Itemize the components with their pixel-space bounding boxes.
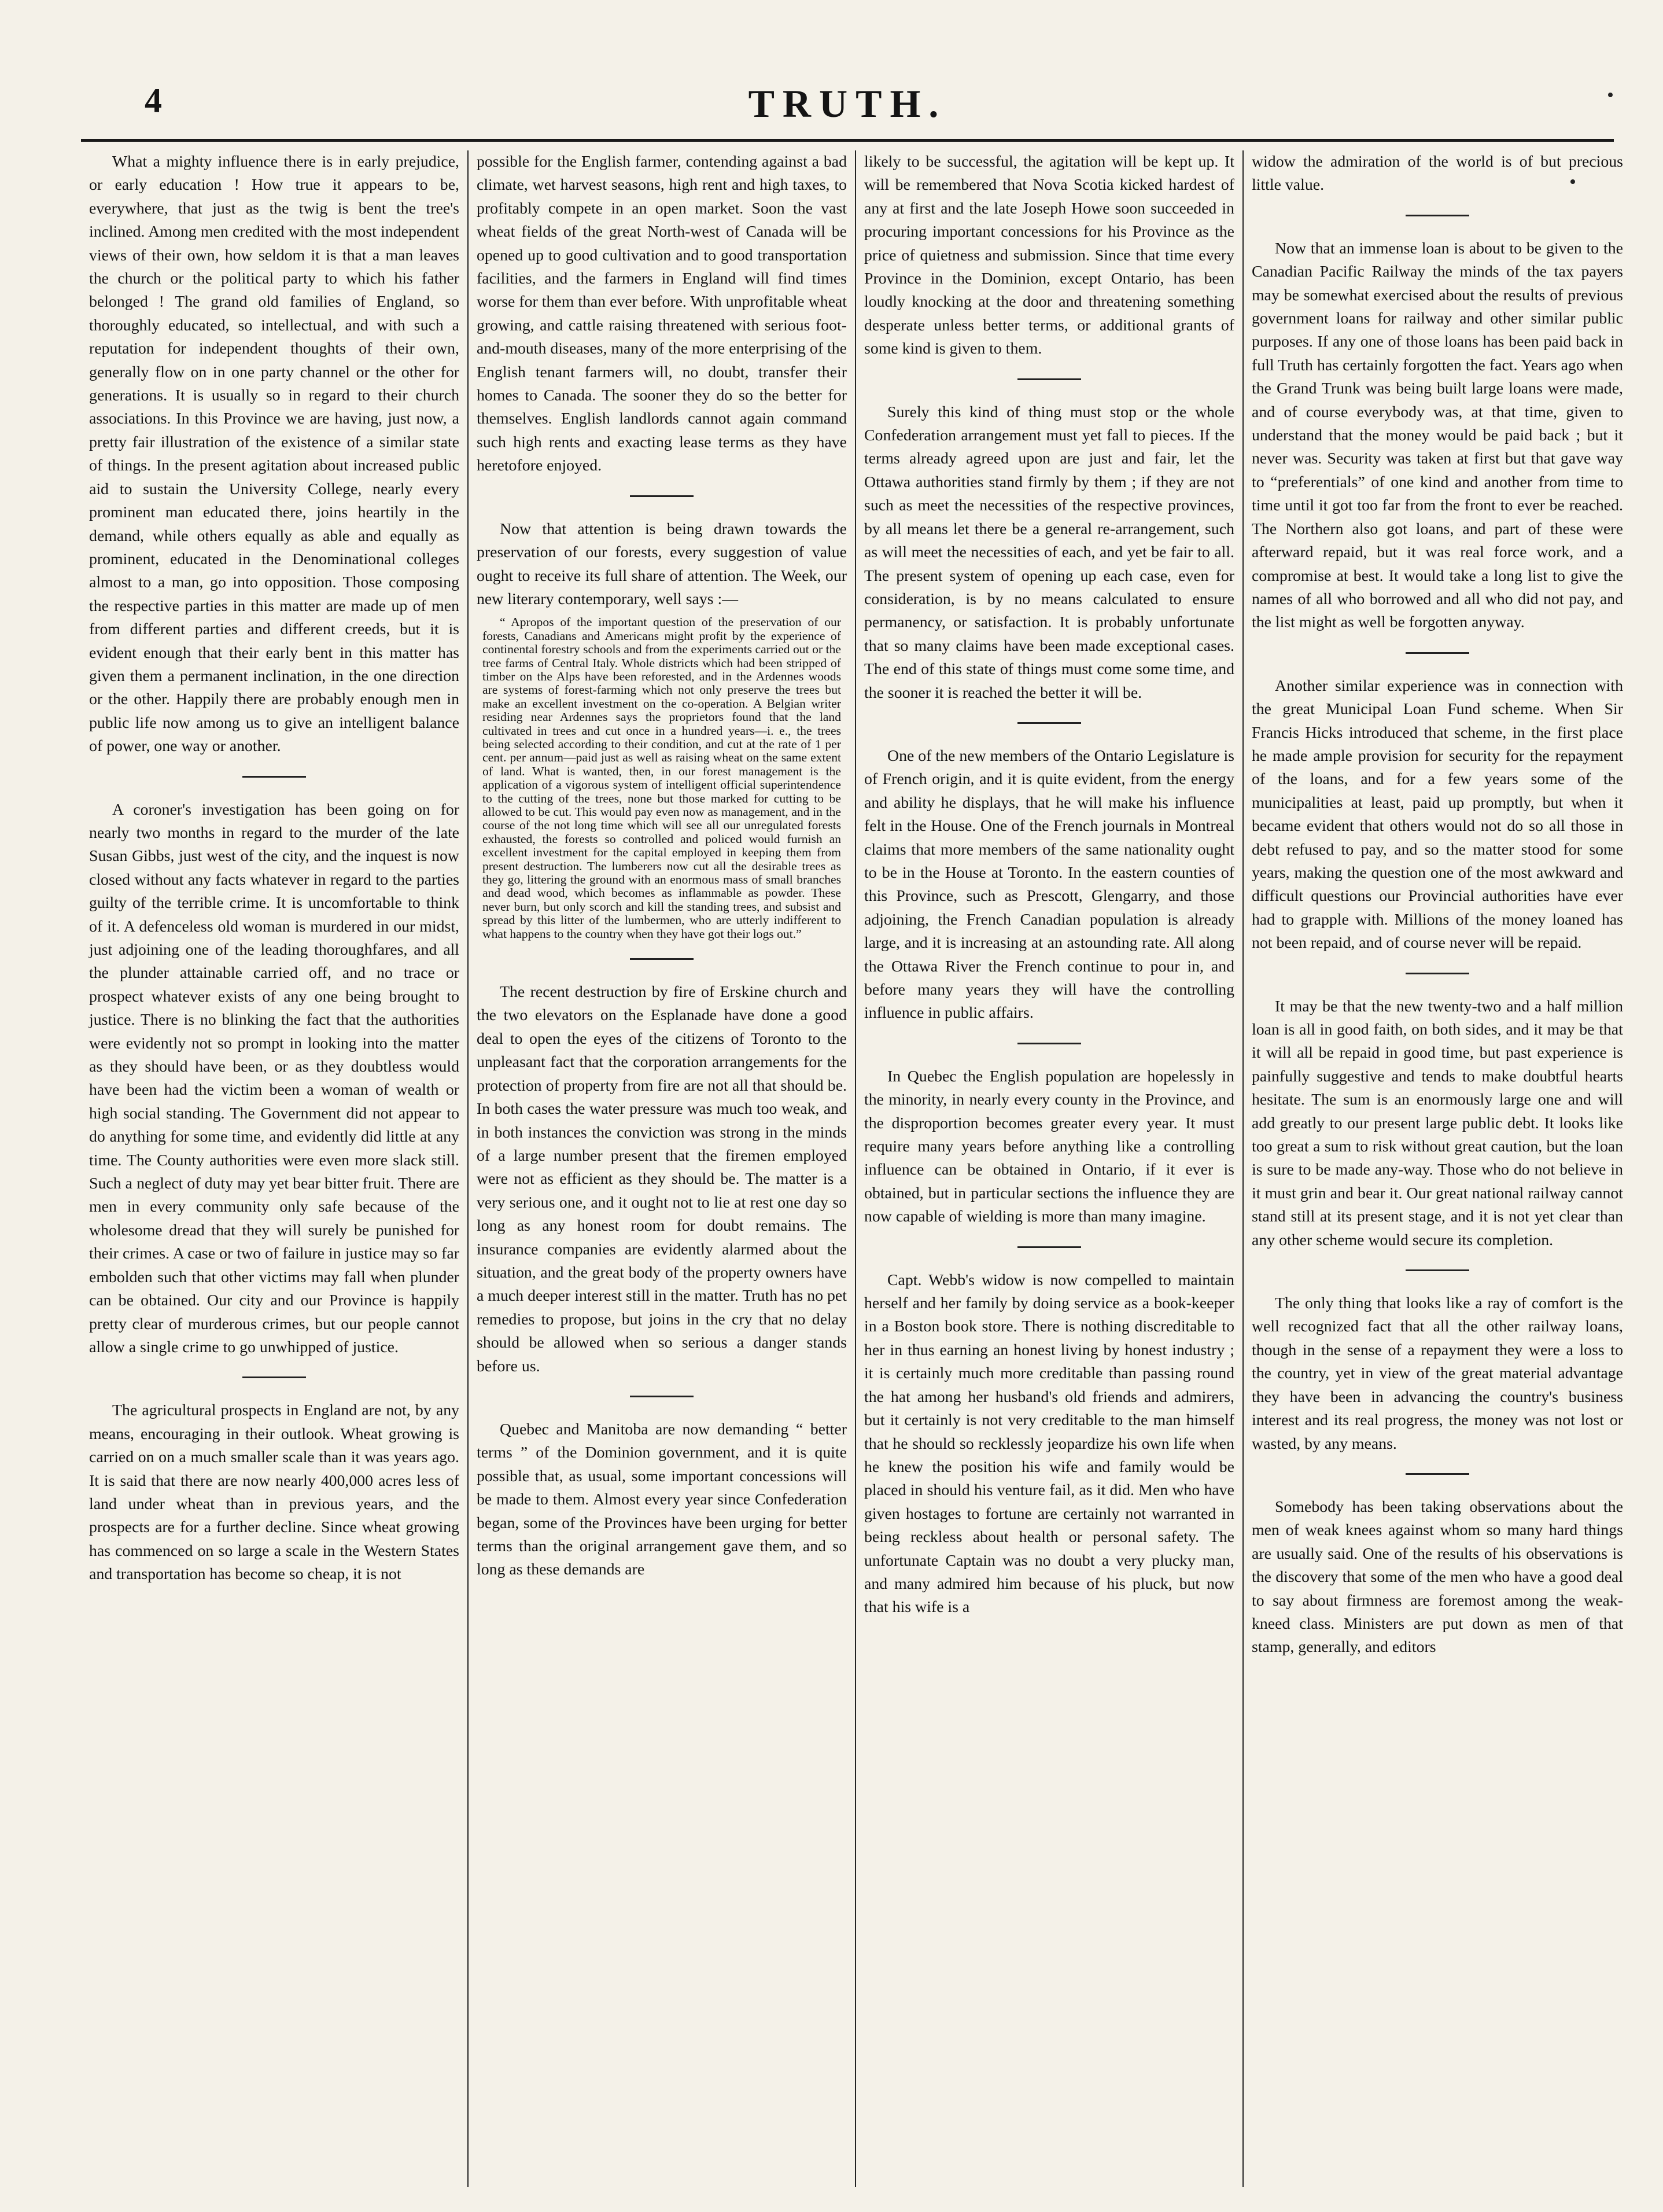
column-4: [1244, 150, 1631, 2187]
article-paragraph: Somebody has been taking observations about the men of weak knees against whom so many hard things are usually said. One of the results of his observations is the discovery that some of the men who have a good deal to say about firmness are foremost among the weak-kneed class. Ministers are put down as men of that stamp, generally, and editors: [1252, 1497, 1623, 1657]
article-paragraph: widow the admiration of the world is of but precious little value.: [1252, 153, 1623, 194]
section-divider: [1406, 652, 1469, 654]
page-header: [81, 81, 1614, 127]
text-columns: [81, 150, 1631, 2187]
section-divider: [1406, 973, 1469, 974]
column-3: [856, 150, 1244, 2187]
header-rule: [81, 139, 1614, 142]
article-paragraph: Surely this kind of thing must stop or the whole Confederation arrangement must yet fall to pieces. If the terms already agreed upon are just and fair, let the Ottawa authorities stand firmly by them ; if they are not such as meet the necessities of the respective provinces, by all means let there be a general re-arrangement, such as will meet the necessities of each, and yet be fair to all. The present system of opening up each case, even for consideration, is by no means calculated to ensure permanency, or satisfaction. It is probably unfortunate that so many claims have been made exceptional cases. The end of this state of things must come some time, and the sooner it is reached the better it will be.: [864, 403, 1234, 702]
block-quote: “ Apropos of the important question of the preservation of our forests, Canadians and Americans might profit by the experience of continental forestry schools and from the experiments carried out or the tree farms of Central Italy. Whole districts which had been stripped of timber on the Alps have been reforested, and in the Ardennes woods are systems of forest-farming which not only preserve the trees but make an excellent investment on the co-operation. A Belgian writer residing near Ardennes says the proprietors found that the land cultivated in trees and cut once in a hundred years—i. e., the trees being selected according to their condition, and cut at the rate of 1 per cent. per annum—paid just as well as raising wheat on the same extent of land. What is wanted, then, in our forest management is the application of a vigorous system of intelligent official superintendence to the cutting of the trees, none but those marked for cutting to be allowed to be cut. This would pay even now as management, and in the course of the not long time which will see all our unregulated forests exhausted, the forests so controlled and policed would furnish an excellent investment for the capital employed in keeping them from present destruction. The lumberers now cut all the desirable trees as they go, littering the ground with an enormous mass of small branches and dead wood, which becomes as inflammable as powder. These never burn, but only scorch and kill the standing trees, and subsist and spread by this litter of the lumbermen, who are utterly indifferent to what happens to the country when they have got their logs out.”: [482, 615, 841, 941]
article-paragraph: Capt. Webb's widow is now compelled to maintain herself and her family by doing service as a book-keeper in a Boston book store. There is nothing discreditable to her in thus earning an honest living by honest industry ; it is certainly much more creditable than passing round the hat among her husband's old friends and admirers, but it certainly is not very creditable to the man himself that he should so recklessly jeopardize his own life when he knew the position his wife and family would be placed in should his venture fail, as it did. Men who have given hostages to fortune are certainly not warranted in being reckless about health or personal safety. The unfortunate Captain was no doubt a very plucky man, and many admired him because of his pluck, but now that his wife is a: [864, 1271, 1234, 1617]
section-divider: [630, 958, 694, 960]
page-number: 4: [145, 82, 162, 120]
section-divider: [242, 1376, 306, 1378]
column-1: [81, 150, 469, 2187]
section-divider: [1017, 722, 1081, 724]
print-speck: [1608, 93, 1613, 97]
article-paragraph: Now that an immense loan is about to be given to the Canadian Pacific Railway the minds of the tax payers may be somewhat exercised about the results of previous government loans for railway and other similar public purposes. If any one of those loans has been paid back in full Truth has certainly forgotten the fact. Years ago when the Grand Trunk was being built large loans were made, and of course everybody was, at that time, given to understand that the money would be paid back ; but it never was. Security was taken at first but that gave way to “preferentials” of one kind and another from time to time until it got too far from the front to ever be reached. The Northern also got loans, and part of these were afterward repaid, but it was real force work, and a compromise at best. It would take a long list to give the names of all who borrowed and all who did not pay, and the list might as well be forgotten anyway.: [1252, 239, 1623, 632]
article-paragraph: The recent destruction by fire of Erskine church and the two elevators on the Esplanade have done a good deal to open the eyes of the citizens of Toronto to the unpleasant fact that the corporation arrangements for the protection of property from fire are not all that should be. In both cases the water pressure was much too weak, and in both instances the conviction was strong in the minds of a large number present that the firemen employed were not as efficient as they should be. The matter is a very serious one, and it ought not to lie at rest one day so long as any honest room for doubt remains. The insurance companies are evidently alarmed about the situation, and the great body of the property owners have a much deeper interest still in the matter. Truth has no pet remedies to propose, but joins in the cry that no delay should be allowed when so serious a danger stands before us.: [477, 983, 847, 1375]
article-paragraph: What a mighty influence there is in early prejudice, or early education ! How true it appears to be, everywhere, that just as the twig is bent the tree's inclined. Among men credited with the most independent views of their own, how seldom it is that a man leaves the church or the political party to which his father belonged ! The grand old families of England, so thoroughly educated, so intellectual, and with such a reputation for independent thoughts of their own, generally flow on in one party channel or the other for generations. It is usually so in regard to their church associations. In this Province we are having, just now, a pretty fair illustration of the existence of a similar state of things. In the present agitation about increased public aid to sustain the University College, nearly every prominent man educated there, joins heartily in the demand, while others equally as able and equally as prominent, educated in the Denominational colleges almost to a man, go into opposition. Those composing the respective parties in this matter are made up of men from different parties and different creeds, but it is evident enough that their early bent in this matter has given them a permanent inclination, in the one direction or the other. Happily there are probably enough men in public life now among us to give an intelligent balance of power, one way or another.: [89, 153, 459, 756]
article-paragraph: possible for the English farmer, contending against a bad climate, wet harvest seasons, high rent and high taxes, to profitably compete in an open market. Soon the vast wheat fields of the great North-west of Canada will be opened up to good cultivation and to good transportation facilities, and the farmers in England will find times worse for them than ever before. With unprofitable wheat growing, and cattle raising threatened with serious foot-and-mouth diseases, many of the more enterprising of the English tenant farmers will, no doubt, transfer their homes to Canada. The sooner they do so the better for themselves. English landlords cannot again command such high rents and exacting lease terms as they have heretofore enjoyed.: [477, 153, 847, 475]
masthead-title: TRUTH.: [748, 82, 947, 126]
article-paragraph: The agricultural prospects in England are not, by any means, encouraging in their outlook. Wheat growing is carried on on a much smaller scale than it was years ago. It is said that there are now nearly 400,000 acres less of land under wheat than in previous years, and the prospects are for a further decline. Since wheat growing has commenced on so large a scale in the Western States and transportation has become so cheap, it is not: [89, 1401, 459, 1584]
article-paragraph: The only thing that looks like a ray of comfort is the well recognized fact that all the other railway loans, though in the sense of a repayment they were a loss to the country, yet in view of the great material advantage they have been in advancing the country's business interest and its real progress, the money was not lost or wasted, by any means.: [1252, 1294, 1623, 1453]
section-divider: [1406, 215, 1469, 216]
article-paragraph: It may be that the new twenty-two and a half million loan is all in good faith, on both sides, and it may be that it will all be repaid in good time, but past experience is painfully suggestive and tends to make doubtful hearts hesitate. The sum is an enormously large one and will add greatly to our present large public debt. It looks like too great a sum to risk without great caution, but the loan is sure to be made any-way. Those who do not believe in it must grin and bear it. Our great national railway cannot stand still at its present stage, and it is not yet clear than any other scheme would secure its completion.: [1252, 997, 1623, 1249]
column-2: [469, 150, 856, 2187]
article-paragraph: likely to be successful, the agitation will be kept up. It will be remembered that Nova Scotia kicked hardest of any at first and the late Joseph Howe soon succeeded in procuring important concessions for his Province as the price of quietness and submission. Since that time every Province in the Dominion, except Ontario, has been loudly knocking at the door and threatening something desperate unless better terms, or additional grants of some kind is given to them.: [864, 153, 1234, 358]
article-paragraph: Another similar experience was in connection with the great Municipal Loan Fund scheme. When Sir Francis Hicks introduced that scheme, in the first place he made ample provision for security for the repayment of the loans, and for a few years some of the municipalities at least, paid up promptly, but when it became evident that others would not do so all those in debt refused to pay, and so the matter stood for some years, making the question one of the most awkward and difficult questions our Provincial authorities have ever had to grapple with. Millions of the money loaned has not been repaid, and of course never will be repaid.: [1252, 676, 1623, 952]
section-divider: [1017, 1043, 1081, 1044]
newspaper-page: [46, 23, 1631, 2199]
section-divider: [1406, 1473, 1469, 1475]
article-paragraph: One of the new members of the Ontario Legislature is of French origin, and it is quite evident, from the energy and ability he displays, that he will make his influence felt in the House. One of the French journals in Montreal claims that more members of the same nationality ought to be in the House at Toronto. In the eastern counties of this Province, such as Prescott, Glengarry, and those adjoining, the French Canadian population is already large, and it is increasing at an astounding rate. All along the Ottawa River the French continue to pour in, and before many years they will have the controlling influence in public affairs.: [864, 746, 1234, 1022]
article-paragraph: In Quebec the English population are hopelessly in the minority, in nearly every county in the Province, and the disproportion becomes greater every year. It must require many years before anything like a controlling influence can be obtained in Ontario, if it ever is obtained, but in particular sections the influence they are now capable of wielding is more than many imagine.: [864, 1067, 1234, 1226]
section-divider: [1017, 378, 1081, 380]
article-paragraph: Now that attention is being drawn towards the preservation of our forests, every suggestion of value ought to receive its full share of attention. The Week, our new literary contemporary, well says :—: [477, 520, 847, 608]
section-divider: [1406, 1269, 1469, 1271]
section-divider: [630, 495, 694, 497]
section-divider: [242, 776, 306, 778]
article-paragraph: Quebec and Manitoba are now demanding “ better terms ” of the Dominion government, and it is quite possible that, as usual, some important concessions will be made to them. Almost every year since Confederation began, some of the Provinces have been urging for better terms than the original arrangement gave them, and so long as these demands are: [477, 1420, 847, 1579]
article-paragraph: A coroner's investigation has been going on for nearly two months in regard to the murder of the late Susan Gibbs, just west of the city, and the inquest is now closed without any facts whatever in regard to the parties guilty of the terrible crime. It is uncomfortable to think of it. A defenceless old woman is murdered in our midst, just adjoining one of the leading thoroughfares, and all the plunder attainable carried off, and no trace or prospect whatever exists of any one being brought to justice. There is no blinking the fact that the authorities were evidently not so prompt in looking into the matter as they should have been, or as they doubtless would have been had the victim been a woman of wealth or high social standing. The Government did not appear to do anything for some time, and evidently did little at any time. The County authorities were even more slack still. Such a neglect of duty may yet bear bitter fruit. There are men in every community only safe because of the wholesome dread that they will surely be punished for their crimes. A case or two of failure in justice may so far embolden such that other victims may fall when plunder can be obtained. Our city and our Province is happily pretty clear of murderous crimes, but our people cannot allow a single crime to go unwhipped of justice.: [89, 800, 459, 1356]
section-divider: [630, 1396, 694, 1397]
section-divider: [1017, 1246, 1081, 1248]
